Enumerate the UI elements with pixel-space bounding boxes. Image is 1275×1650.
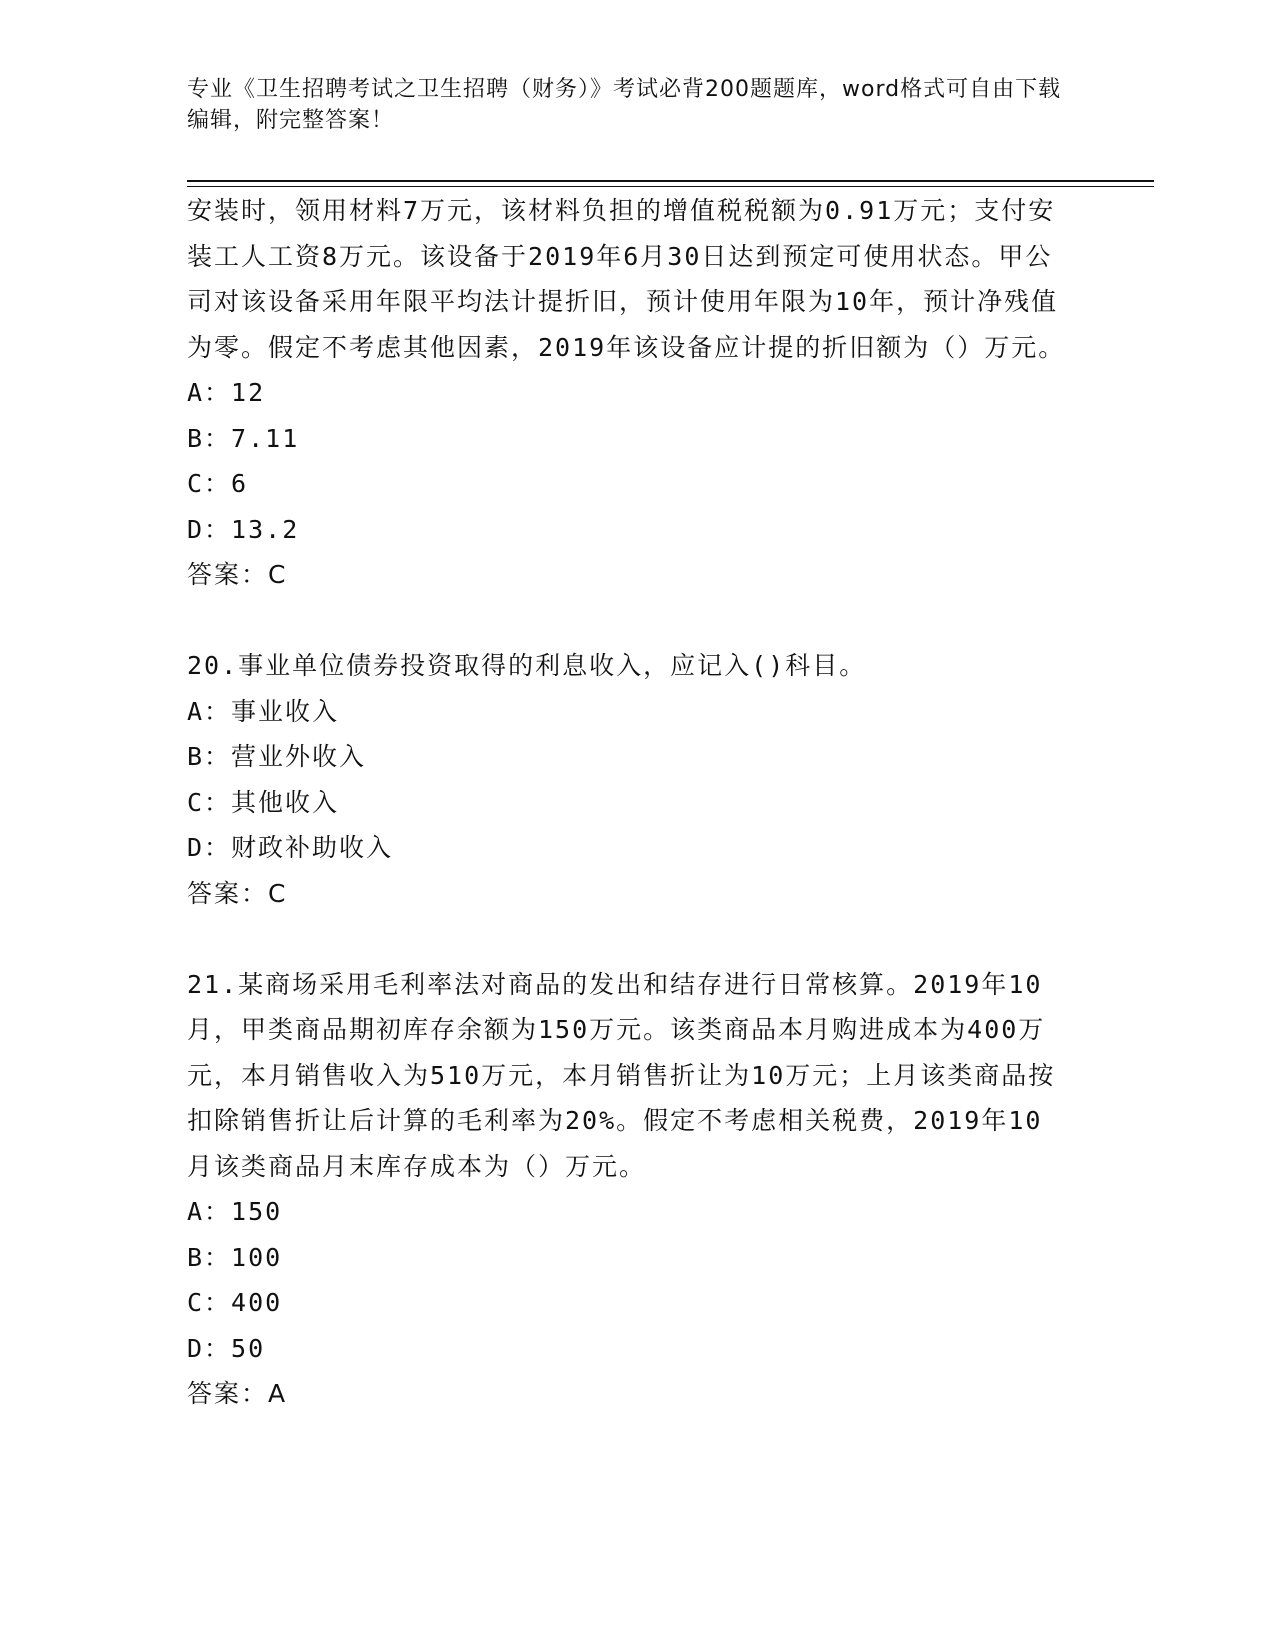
question-20 xyxy=(187,643,1067,916)
option-a: A：12 xyxy=(187,378,266,407)
option-c: C：6 xyxy=(187,469,249,498)
question-stem: 安装时，领用材料7万元，该材料负担的增值税税额为0.91万元；支付安装工人工资8万元。该设备于2019年6月30日达到预定可使用状态。甲公司对该设备采用年限平均法计提折旧，预计使用年限为10年，预计净残值为零。假定不考虑其他因素，2019年该设备应计提的折旧额为（）万元。 xyxy=(187,196,1066,362)
document-body xyxy=(187,188,1067,1417)
option-c: C：400 xyxy=(187,1288,283,1317)
answer-line: 答案：C xyxy=(187,878,288,908)
document-header xyxy=(187,74,1067,136)
header-divider-thin xyxy=(187,186,1154,187)
question-stem: 21.某商场采用毛利率法对商品的发出和结存进行日常核算。2019年10月，甲类商品期初库存余额为150万元。该类商品本月购进成本为400万元，本月销售收入为510万元，本月销售折让为10万元；上月该类商品按扣除销售折让后计算的毛利率为20%。假定不考虑相关税费，2019年10月该类商品月末库存成本为（）万元。 xyxy=(187,969,1056,1181)
question-19 xyxy=(187,188,1067,598)
answer-line: 答案：C xyxy=(187,560,288,589)
option-a: A：150 xyxy=(187,1197,283,1226)
option-a: A：事业收入 xyxy=(187,696,340,726)
answer-line: 答案：A xyxy=(187,1379,288,1408)
option-c: C：其他收入 xyxy=(187,787,340,817)
option-b: B：7.11 xyxy=(187,423,300,453)
spacer xyxy=(187,916,1067,962)
option-b: B：100 xyxy=(187,1242,283,1272)
header-divider-thick xyxy=(187,180,1154,182)
header-title: 专业《卫生招聘考试之卫生招聘（财务）》考试必背200题题库，word格式可自由下载编辑，附完整答案！ xyxy=(187,77,1062,133)
option-d: D：50 xyxy=(187,1333,266,1363)
option-d: D：财政补助收入 xyxy=(187,833,394,862)
question-21 xyxy=(187,962,1067,1417)
option-d: D：13.2 xyxy=(187,514,300,544)
question-stem: 20.事业单位债券投资取得的利息收入，应记入()科目。 xyxy=(187,651,867,680)
spacer xyxy=(187,598,1067,644)
option-b: B：营业外收入 xyxy=(187,742,367,771)
